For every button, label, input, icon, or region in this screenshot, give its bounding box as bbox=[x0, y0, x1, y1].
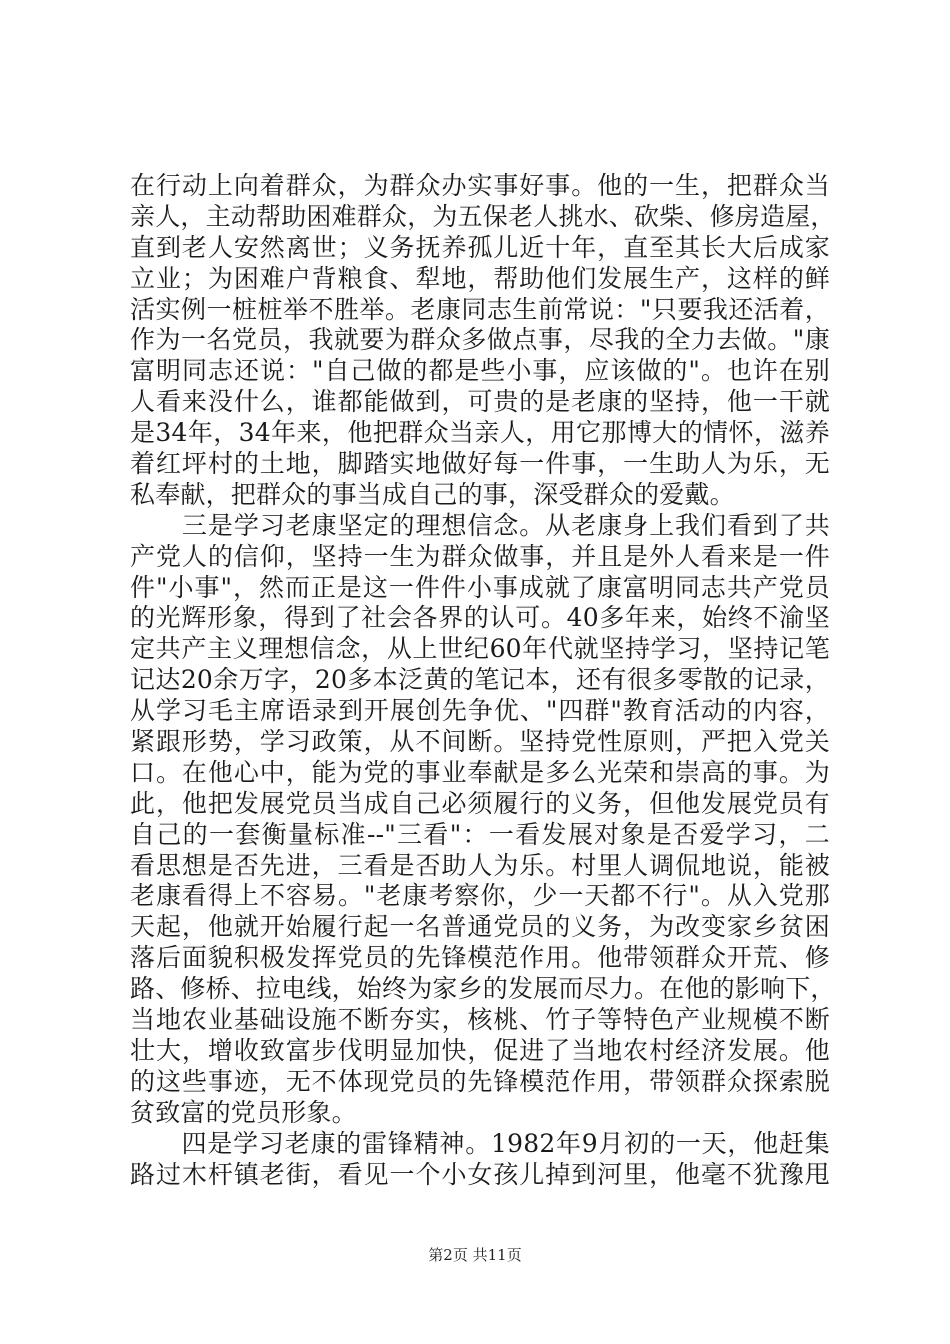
text-line: 是34年，34年来，他把群众当亲人，用它那博大的情怀，滋养 bbox=[130, 418, 830, 448]
text-line: 天起，他就开始履行起一名普通党员的义务，为改变家乡贫困 bbox=[130, 912, 830, 942]
text-line: 路过木杆镇老街，看见一个小女孩儿掉到河里，他毫不犹豫甩 bbox=[130, 1159, 830, 1189]
text-line: 路、修桥、拉电线，始终为家乡的发展而尽力。在他的影响下， bbox=[130, 974, 836, 1004]
paragraph bbox=[130, 1129, 830, 1191]
text-line: 活实例一桩桩举不胜举。老康同志生前常说："只要我还活着， bbox=[130, 294, 830, 324]
text-line: 落后面貌积极发挥党员的先锋模范作用。他带领群众开荒、修 bbox=[130, 943, 830, 973]
text-line: 私奉献，把群众的事当成自己的事，深受群众的爱戴。 bbox=[130, 479, 735, 509]
text-line: 老康看得上不容易。"老康考察你，少一天都不行"。从入党那 bbox=[130, 881, 830, 911]
text-line: 的这些事迹，无不体现党员的先锋模范作用，带领群众探索脱 bbox=[130, 1066, 830, 1096]
page-footer: 第2页 共11页 bbox=[428, 1246, 522, 1264]
text-line: 自己的一套衡量标准--"三看"：一看发展对象是否爱学习，二 bbox=[130, 819, 830, 849]
text-line: 立业；为困难户背粮食、犁地，帮助他们发展生产，这样的鲜 bbox=[130, 263, 830, 293]
text-line: 产党人的信仰，坚持一生为群众做事，并且是外人看来是一件 bbox=[130, 541, 830, 571]
text-line: 件"小事"，然而正是这一件件小事成就了康富明同志共产党员 bbox=[130, 572, 830, 602]
text-line: 当地农业基础设施不断夯实，核桃、竹子等特色产业规模不断 bbox=[130, 1005, 830, 1035]
text-line: 从学习毛主席语录到开展创先争优、"四群"教育活动的内容， bbox=[130, 696, 830, 726]
text-line: 的光辉形象，得到了社会各界的认可。40多年来，始终不渝坚 bbox=[130, 603, 830, 633]
text-line: 着红坪村的土地，脚踏实地做好每一件事，一生助人为乐，无 bbox=[130, 449, 830, 479]
text-line: 壮大，增收致富步伐明显加快，促进了当地农村经济发展。他 bbox=[130, 1035, 830, 1065]
text-line: 富明同志还说："自己做的都是些小事，应该做的"。也许在别 bbox=[130, 356, 830, 386]
text-line: 看思想是否先进，三看是否助人为乐。村里人调侃地说，能被 bbox=[130, 850, 830, 880]
text-line: 在行动上向着群众，为群众办实事好事。他的一生，把群众当 bbox=[130, 171, 830, 200]
text-line: 亲人，主动帮助困难群众，为五保老人挑水、砍柴、修房造屋， bbox=[130, 201, 836, 231]
text-line: 紧跟形势，学习政策，从不间断。坚持党性原则，严把入党关 bbox=[130, 727, 830, 757]
text-line: 人看来没什么，谁都能做到，可贵的是老康的坚持，他一干就 bbox=[130, 387, 830, 417]
text-line: 口。在他心中，能为党的事业奉献是多么光荣和崇高的事。为 bbox=[130, 757, 830, 787]
text-line: 贫致富的党员形象。 bbox=[130, 1097, 357, 1127]
document-body bbox=[130, 171, 836, 1190]
paragraph bbox=[130, 510, 836, 1129]
text-line: 定共产主义理想信念，从上世纪60年代就坚持学习，坚持记笔 bbox=[130, 634, 830, 664]
text-line: 此，他把发展党员当成自己必须履行的义务，但他发展党员有 bbox=[130, 788, 830, 818]
paragraph bbox=[130, 171, 836, 511]
text-line: 记达20余万字，20多本泛黄的笔记本，还有很多零散的记录， bbox=[130, 665, 830, 695]
text-line: 四是学习老康的雷锋精神。1982年9月初的一天，他赶集 bbox=[130, 1128, 830, 1158]
text-line: 三是学习老康坚定的理想信念。从老康身上我们看到了共 bbox=[130, 510, 830, 540]
text-line: 作为一名党员，我就要为群众多做点事，尽我的全力去做。"康 bbox=[130, 325, 830, 355]
text-line: 直到老人安然离世；义务抚养孤儿近十年，直至其长大后成家 bbox=[130, 232, 830, 262]
